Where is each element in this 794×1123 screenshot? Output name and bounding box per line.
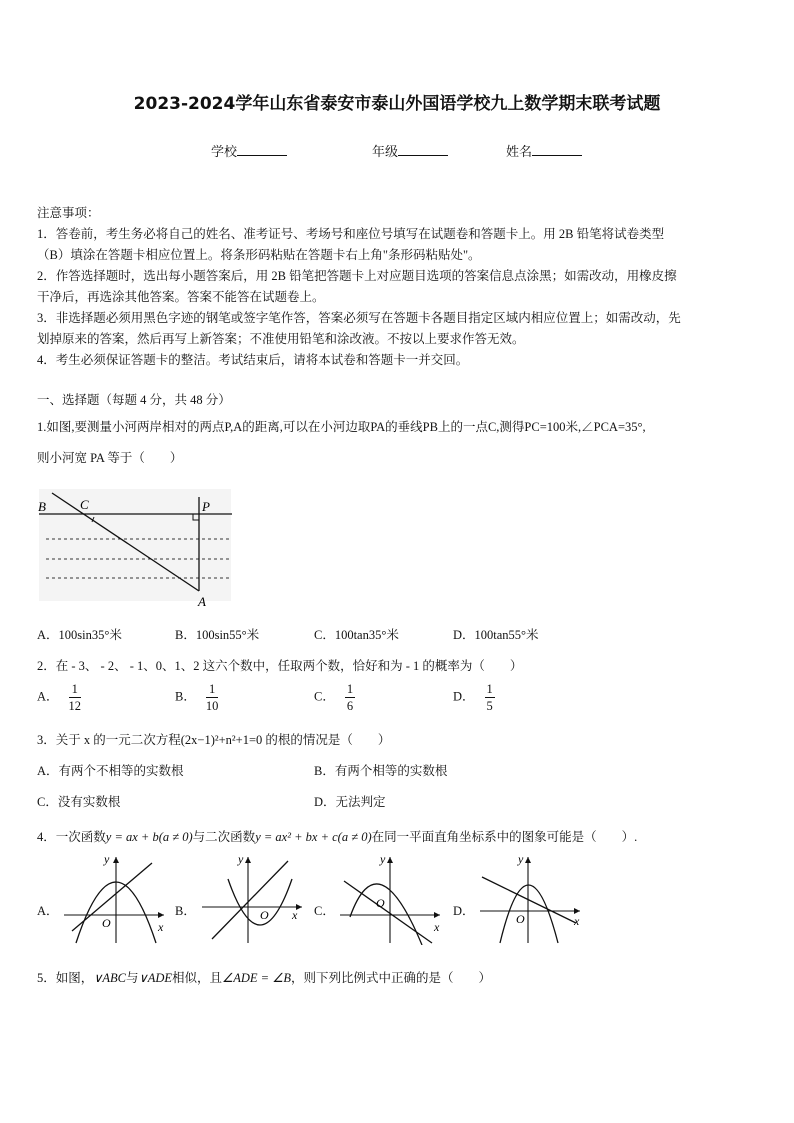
q3-option-c: C．没有实数根 [37,795,121,809]
q3-option-d: D．无法判定 [314,795,386,809]
q4-b-y-label: y [238,853,244,866]
school-label: 学校 [211,144,238,159]
q4-option-d-letter: D． [453,904,475,918]
q5-stem-part2: 与 [126,971,139,985]
q2-option-b-denominator: 10 [205,699,219,713]
q4-b-x-label: x [292,908,298,922]
q1-label-a: A [198,594,206,609]
q4-d-line [482,877,576,923]
name-label: 姓名 [506,144,533,159]
q2-option-b-fraction [206,681,219,714]
q4-graph-b [198,853,308,945]
q5-triangle-ade: ∨ADE [138,971,172,985]
q2-option-c-letter: C． [314,689,335,704]
grade-blank [398,142,448,156]
q1-option-d: D．100tan55°米 [453,628,539,642]
q5-angle-condition: ∠ADE = ∠B [222,971,292,985]
q4-linear-function: y = ax + b(a ≠ 0) [105,830,193,844]
q2-option-a-fraction [69,681,82,714]
q4-option-b-letter: B． [175,904,196,918]
q2-option-b-letter: B． [175,689,196,704]
q2-option-d-numerator: 1 [486,682,493,696]
q2-option-d-denominator: 5 [486,699,493,713]
q4-d-origin-label: O [516,912,525,926]
q1-option-b: B．100sin55°米 [175,628,260,642]
q4-d-parabola [500,885,558,943]
q4-a-origin-label: O [102,916,111,930]
grade-label: 年级 [372,144,399,159]
q4-d-x-label: x [574,914,580,928]
q4-c-line [344,881,432,943]
q2-option-c-denominator: 6 [346,699,354,713]
q4-quadratic-function: y = ax² + bx + c(a ≠ 0) [255,830,372,844]
q2-option-a-denominator: 12 [68,699,82,713]
notice-heading: 注意事项： [37,206,100,220]
school-blank [237,142,287,156]
q2-option-d [453,681,495,714]
q2-option-c-numerator: 1 [346,682,354,696]
school-field [211,141,287,160]
q4-b-origin-label: O [260,908,269,922]
q4-graph-a [60,853,170,945]
q4-a-y-label: y [104,853,110,866]
q4-stem-part1: 4．一次函数 [37,830,106,844]
q1-stem-line2: 则小河宽 PA 等于（ ） [37,451,183,465]
q4-d-y-label: y [518,853,524,866]
q2-option-d-fraction [485,681,495,714]
q4-a-line [72,863,152,931]
q4-c-y-label: y [380,853,386,866]
q1-river-figure [36,485,236,610]
page-title: 2023-2024学年山东省泰安市泰山外国语学校九上数学期末联考试题 [133,94,661,114]
q1-label-b: B [38,499,46,514]
name-field [506,141,582,160]
q1-stem-line1: 1.如图,要测量小河两岸相对的两点P,A的距离,可以在小河边取PA的垂线PB上的一点C,测得PC=100米,∠PCA=35°, [37,420,646,434]
q4-option-c-letter: C． [314,904,335,918]
q4-c-x-label: x [434,920,440,934]
q2-option-d-letter: D． [453,689,475,704]
q2-option-a [37,681,81,714]
q5-stem-part1: 5．如图， [37,971,94,985]
notice-line-2b: 干净后，再选涂其他答案。答案不能答在试题卷上。 [37,290,325,304]
q2-option-c-fraction [345,681,355,714]
q2-option-b [175,681,218,714]
notice-line-4: 4．考生必须保证答题卡的整洁。考试结束后，请将本试卷和答题卡一并交回。 [37,353,469,367]
notice-line-3b: 划掉原来的答案，然后再写上新答案；不准使用铅笔和涂改液。不按以上要求作答无效。 [37,332,525,346]
q1-label-c: C [80,497,89,512]
q1-option-c: C．100tan35°米 [314,628,399,642]
grade-field [372,141,448,160]
q4-stem-part2: 与二次函数 [192,830,256,844]
q2-stem: 2．在 - 3、 - 2、 - 1、0、1、2 这六个数中，任取两个数，恰好和为 - 1 的概率为（ ） [37,659,523,673]
q5-stem-part3: 相似，且 [172,971,223,985]
notice-line-2a: 2．作答选择题时，选出每小题答案后，用 2B 铅笔把答题卡上对应题目选项的答案信息点涂黑；如需改动，用橡皮擦 [37,269,677,283]
q2-option-a-letter: A． [37,689,59,704]
q4-stem-part3: 在同一平面直角坐标系中的图象可能是（ ）. [371,830,638,844]
q4-a-x-label: x [158,920,164,934]
q5-triangle-abc: ∨ABC [93,971,127,985]
q2-option-a-numerator: 1 [69,681,82,698]
q3-option-a: A．有两个不相等的实数根 [37,764,184,778]
q4-graph-d [476,853,586,945]
q4-b-line [212,861,288,939]
notice-line-1a: 1．答卷前，考生务必将自己的姓名、准考证号、考场号和座位号填写在试题卷和答题卡上。用 2B 铅笔将试卷类型 [37,227,665,241]
q4-graph-c [336,853,446,945]
section-heading: 一、选择题（每题 4 分，共 48 分） [37,393,231,407]
q3-stem: 3．关于 x 的一元二次方程(2x−1)²+n²+1=0 的根的情况是（ ） [37,733,391,747]
q1-option-a: A．100sin35°米 [37,628,122,642]
notice-line-3a: 3．非选择题必须用黑色字迹的钢笔或签字笔作答，答案必须写在答题卡各题目指定区域内相应位置上；如需改动，先 [37,311,681,325]
q1-label-p: P [202,499,210,514]
q4-c-origin-label: O [376,896,385,910]
q5-stem [37,968,491,986]
q2-option-b-numerator: 1 [206,681,219,698]
q5-stem-part4: ，则下列比例式中正确的是（ ） [291,971,492,985]
q4-option-a-letter: A． [37,904,59,918]
q4-stem [37,827,637,845]
name-blank [532,142,582,156]
notice-line-1b: （B）填涂在答题卡相应位置上。将条形码粘贴在答题卡右上角"条形码粘贴处"。 [37,248,481,262]
q3-option-b: B．有两个相等的实数根 [314,764,448,778]
q2-option-c [314,681,355,714]
